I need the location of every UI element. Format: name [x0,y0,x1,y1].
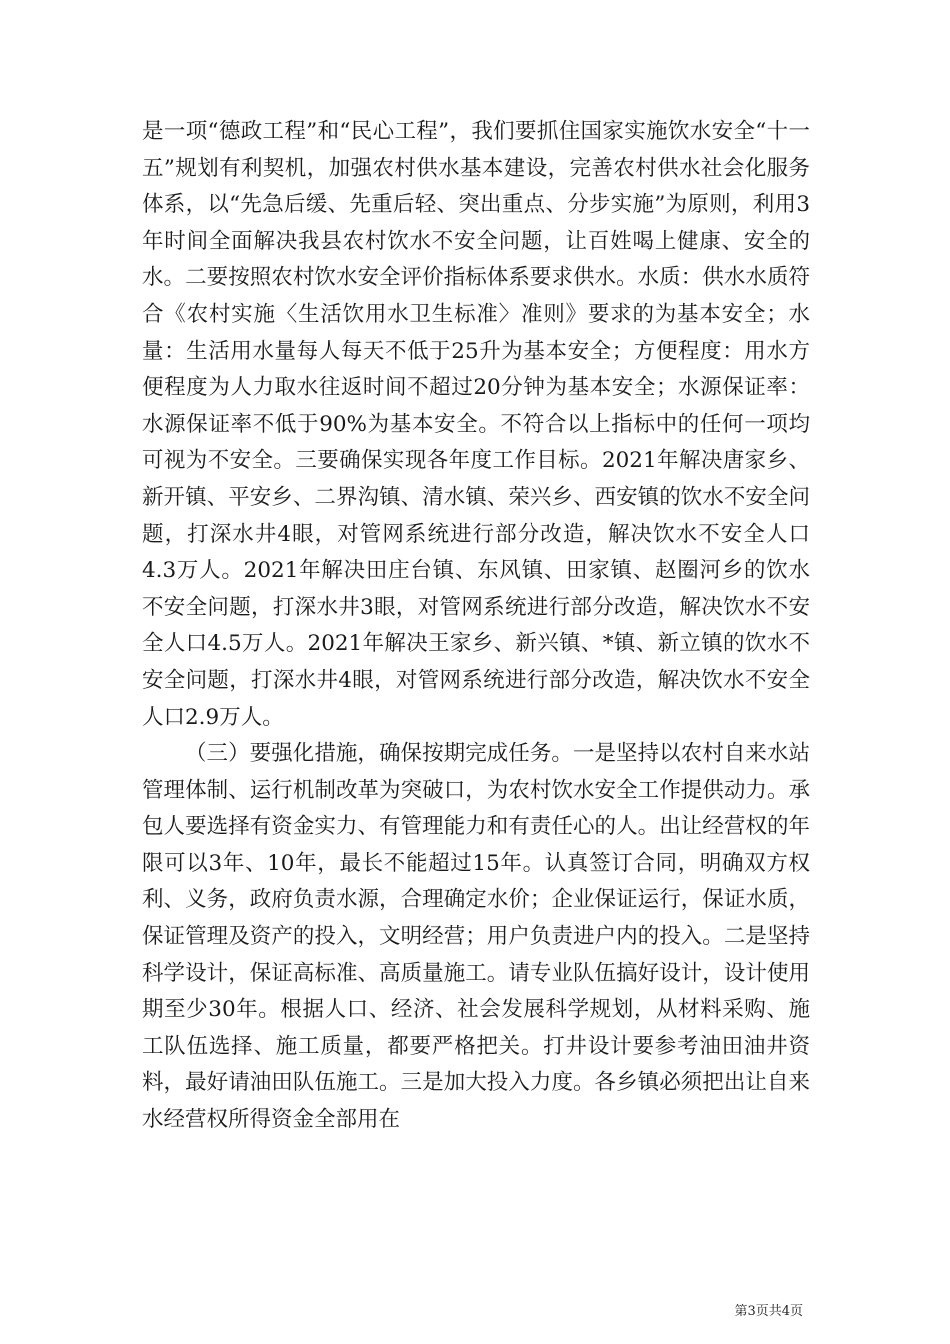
document-body [142,114,810,1139]
page-number-footer: 第3页共4页 [734,1304,803,1319]
body-paragraph-section-3: （三）要强化措施，确保按期完成任务。一是坚持以农村自来水站管理体制、运行机制改革为突破口，为农村饮水安全工作提供动力。承包人要选择有资金实力、有管理能力和有责任心的人。出让经营权的年限可以3年、10年，最长不能超过15年。认真签订合同，明确双方权利、义务，政府负责水源，合理确定水价；企业保证运行，保证水质，保证管理及资产的投入，文明经营；用户负责进户内的投入。二是坚持科学设计，保证高标准、高质量施工。请专业队伍搞好设计，设计使用期至少30年。根据人口、经济、社会发展科学规划，从材料采购、施工队伍选择、施工质量，都要严格把关。打井设计要参考油田油井资料，最好请油田队伍施工。三是加大投入力度。各乡镇必须把出让自来水经营权所得资金全部用在 [142,741,810,1133]
body-paragraph-continued: 是一项“德政工程”和“民心工程”，我们要抓住国家实施饮水安全“十一五”规划有利契机，加强农村供水基本建设，完善农村供水社会化服务体系，以“先急后缓、先重后轻、突出重点、分步实施”为原则，利用3年时间全面解决我县农村饮水不安全问题，让百姓喝上健康、安全的水。二要按照农村饮水安全评价指标体系要求供水。水质：供水水质符合《农村实施〈生活饮用水卫生标准〉准则》要求的为基本安全；水量：生活用水量每人每天不低于25升为基本安全；方便程度：用水方便程度为人力取水往返时间不超过20分钟为基本安全；水源保证率：水源保证率不低于90%为基本安全。不符合以上指标中的任何一项均可视为不安全。三要确保实现各年度工作目标。2021年解决唐家乡、新开镇、平安乡、二界沟镇、清水镇、荣兴乡、西安镇的饮水不安全问题，打深水井4眼，对管网系统进行部分改造，解决饮水不安全人口4.3万人。2021年解决田庄台镇、东风镇、田家镇、赵圈河乡的饮水不安全问题，打深水井3眼，对管网系统进行部分改造，解决饮水不安全人口4.5万人。2021年解决王家乡、新兴镇、*镇、新立镇的饮水不安全问题，打深水井4眼，对管网系统进行部分改造，解决饮水不安全人口2.9万人。 [142,119,810,730]
